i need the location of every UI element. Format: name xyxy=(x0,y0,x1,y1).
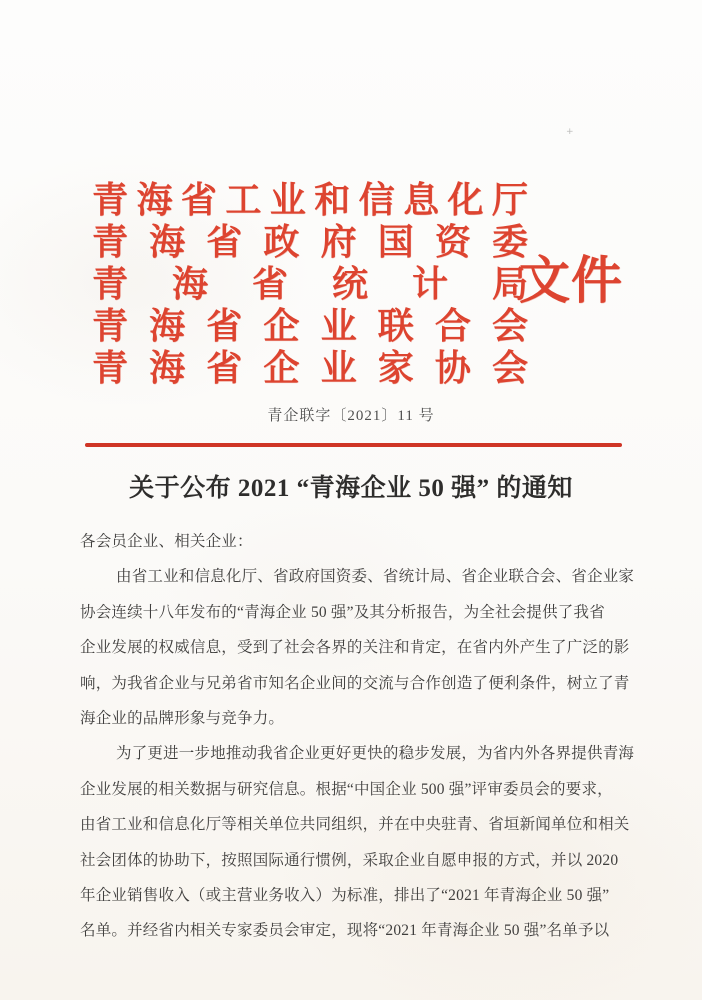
org-name-line: 青海省工业和信息化厅 xyxy=(92,180,528,220)
org-name-line: 青海省企业家协会 xyxy=(92,348,528,388)
body-text-line: 企业发展的相关数据与研究信息。根据“中国企业 500 强”评审委员会的要求， xyxy=(80,780,613,798)
document-title: 关于公布 2021 “青海企业 50 强” 的通知 xyxy=(129,475,573,502)
body-text-line: 由省工业和信息化厅、省政府国资委、省统计局、省企业联合会、省企业家 xyxy=(116,568,635,586)
paragraph-2 xyxy=(80,736,636,948)
paragraph-1 xyxy=(80,559,636,736)
letterhead-org-names xyxy=(92,179,528,389)
body-text-line: 海企业的品牌形象与竞争力。 xyxy=(80,709,285,727)
body-text-line: 企业发展的权威信息，受到了社会各界的关注和肯定，在省内外产生了广泛的影 xyxy=(80,639,630,657)
body-text-line: 年企业销售收入（或主营业务收入）为标准，排出了“2021 年青海企业 50 强” xyxy=(80,886,610,904)
body-text-line: 为了更进一步地推动我省企业更好更快的稳步发展，为省内外各界提供青海 xyxy=(116,745,635,763)
document-type-label: 文件 xyxy=(519,254,624,310)
document-body xyxy=(80,524,636,949)
org-name-line: 青海省统计局 xyxy=(92,264,528,304)
body-text-line: 社会团体的协助下，按照国际通行惯例，采取企业自愿申报的方式，并以 2020 xyxy=(80,851,619,869)
document-number: 青企联字〔2021〕11 号 xyxy=(267,408,435,424)
scan-speck-mark: + xyxy=(566,127,574,137)
body-text-line: 名单。并经省内相关专家委员会审定，现将“2021 年青海企业 50 强”名单予以 xyxy=(80,922,610,940)
red-divider-line xyxy=(85,443,622,447)
org-name-line: 青海省企业联合会 xyxy=(92,306,528,346)
body-text-line: 响，为我省企业与兄弟省市知名企业间的交流与合作创造了便利条件，树立了青 xyxy=(80,674,630,692)
body-text-line: 协会连续十八年发布的“青海企业 50 强”及其分析报告，为全社会提供了我省 xyxy=(80,603,605,621)
org-name-line: 青海省政府国资委 xyxy=(92,222,528,262)
salutation-line: 各会员企业、相关企业： xyxy=(80,533,253,550)
body-text-line: 由省工业和信息化厅等相关单位共同组织，并在中央驻青、省垣新闻单位和相关 xyxy=(80,816,630,834)
